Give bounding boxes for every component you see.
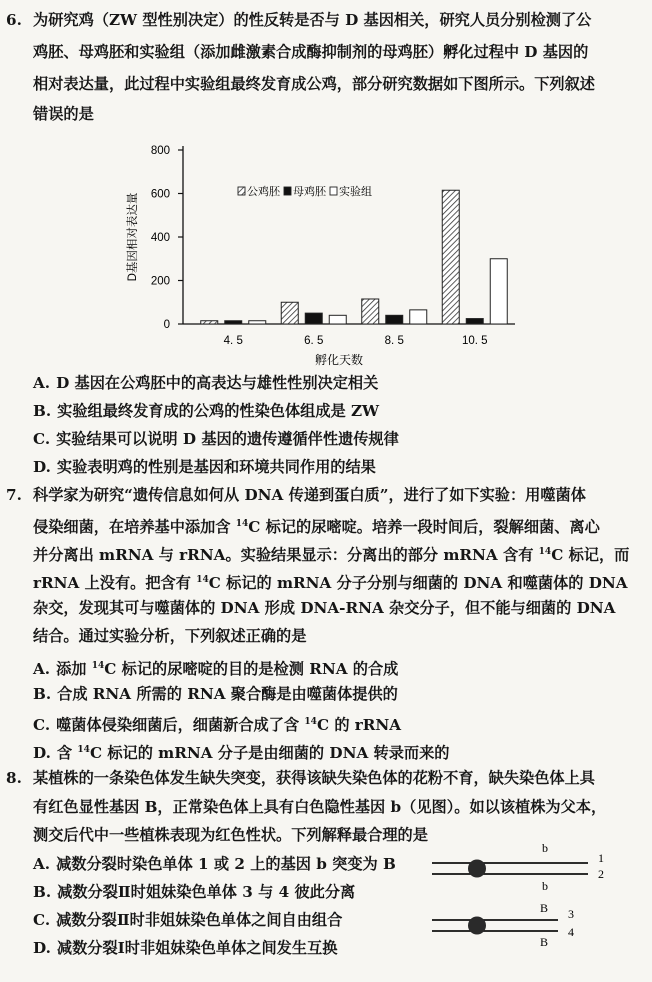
option-letter: A. (33, 374, 51, 392)
bar-公鸡胚 (362, 299, 379, 324)
bar-母鸡胚 (386, 315, 403, 324)
legend-swatch (284, 187, 291, 195)
centromere (468, 917, 486, 935)
x-tick-label: 10. 5 (461, 335, 488, 347)
stem-line: 侵染细菌，在培养基中添加含 $^{14}$C 标记的尿嘧啶。培养一段时间后，裂解细菌、离心 (33, 518, 600, 536)
option-a[interactable] (33, 372, 378, 394)
option-a[interactable]: A. 添加 $^{14}$C 标记的尿嘧啶的目的是检测 RNA 的合成 (33, 660, 399, 678)
stem-line: 鸡胚、母鸡胚和实验组（添加雌激素合成酶抑制剂的母鸡胚）孵化过程中 D 基因的 (33, 43, 589, 61)
bar-母鸡胚 (225, 321, 242, 324)
option-d[interactable]: D. 含 $^{14}$C 标记的 mRNA 分子是由细菌的 DNA 转录而来的 (33, 744, 450, 762)
bar-实验组 (410, 310, 427, 324)
stem-line: 杂交，发现其可与噬菌体的 DNA 形成 DNA-RNA 杂交分子，但不能与细菌的 DNA (33, 599, 616, 617)
option-a[interactable]: A. 减数分裂时染色单体 1 或 2 上的基因 b 突变为 B (33, 855, 396, 873)
x-tick-label: 8. 5 (384, 335, 404, 347)
chromatid-number: 1 (598, 851, 604, 865)
legend-swatch (238, 187, 245, 195)
option-text: 实验组最终发育成的公鸡的性染色体组成是 ZW (57, 402, 380, 420)
option-c[interactable]: C. 减数分裂Ⅱ时非姐妹染色单体之间自由组合 (33, 911, 343, 929)
option-d[interactable]: D. 减数分裂Ⅰ时非姐妹染色单体之间发生互换 (33, 939, 338, 957)
y-tick-label: 800 (150, 145, 170, 157)
bar-chart (100, 138, 520, 370)
bar-实验组 (490, 259, 507, 324)
y-tick-label: 0 (163, 319, 170, 331)
bar-母鸡胚 (305, 313, 322, 324)
question-number: 6. (6, 11, 22, 29)
question-number: 8. (6, 769, 22, 787)
stem-line: 有红色显性基因 B，正常染色体上具有白色隐性基因 b（见图）。如以该植株为父本， (33, 798, 607, 816)
question-number: 7. (6, 486, 22, 504)
legend-label: 公鸡胚 (247, 186, 280, 198)
option-d[interactable] (33, 456, 376, 478)
chart-legend (238, 184, 372, 198)
option-c[interactable] (33, 428, 399, 450)
legend-swatch (330, 187, 337, 195)
bar-实验组 (249, 321, 266, 324)
bar-实验组 (329, 315, 346, 324)
option-letter: D. (33, 458, 51, 476)
y-tick-label: 400 (150, 232, 170, 244)
bar-公鸡胚 (442, 190, 459, 324)
stem-line: 结合。通过实验分析，下列叙述正确的是 (33, 627, 307, 645)
stem-line: 某植株的一条染色体发生缺失突变，获得该缺失染色体的花粉不育，缺失染色体上具 (33, 769, 595, 787)
x-tick-label: 6. 5 (304, 335, 324, 347)
stem-line: 错误的是 (33, 105, 94, 123)
gene-label: B (540, 935, 549, 949)
option-text: 实验结果可以说明 D 基因的遗传遵循伴性遗传规律 (56, 430, 399, 448)
stem-line: 科学家为研究“遗传信息如何从 DNA 传递到蛋白质”，进行了如下实验：用噬菌体 (33, 486, 586, 504)
chromatid-number: 4 (568, 925, 574, 939)
y-axis-label: D基因相对表达量 (127, 192, 139, 282)
chromatid-number: 2 (598, 867, 604, 881)
stem-line: rRNA 上没有。把含有 $^{14}$C 标记的 mRNA 分子分别与细菌的 DNA 和噬菌体的 DNA (33, 574, 628, 592)
stem-line: 并分离出 mRNA 与 rRNA。实验结果显示：分离出的部分 mRNA 含有 $^{14}$C 标记，而 (33, 546, 630, 564)
option-b[interactable] (33, 400, 379, 422)
option-b[interactable]: B. 减数分裂Ⅱ时姐妹染色单体 3 与 4 彼此分离 (33, 883, 356, 901)
legend-label: 母鸡胚 (293, 186, 326, 198)
x-tick-label: 4. 5 (223, 335, 243, 347)
stem-line: 测交后代中一些植株表现为红色性状。下列解释最合理的是 (33, 826, 428, 844)
gene-label: b (542, 879, 548, 893)
chromatid-number: 3 (568, 907, 574, 921)
bar-母鸡胚 (466, 319, 483, 324)
centromere (468, 860, 486, 878)
legend-label: 实验组 (339, 186, 372, 198)
stem-line: 相对表达量，此过程中实验组最终发育成公鸡，部分研究数据如下图所示。下列叙述 (33, 75, 595, 93)
option-letter: C. (33, 430, 51, 448)
stem-line: 为研究鸡（ZW 型性别决定）的性反转是否与 D 基因相关，研究人员分别检测了公 (33, 11, 592, 29)
option-text: 实验表明鸡的性别是基因和环境共同作用的结果 (56, 458, 376, 476)
option-c[interactable]: C. 噬菌体侵染细菌后，细菌新合成了含 $^{14}$C 的 rRNA (33, 716, 402, 734)
y-tick-label: 200 (150, 275, 170, 288)
gene-label: b (542, 841, 548, 855)
chromosome-diagram (420, 838, 620, 953)
gene-label: B (540, 901, 549, 915)
x-axis-label: 孵化天数 (314, 353, 364, 367)
y-tick-label: 600 (150, 188, 170, 201)
bar-公鸡胚 (281, 302, 298, 324)
option-letter: B. (33, 402, 52, 420)
option-b[interactable]: B. 合成 RNA 所需的 RNA 聚合酶是由噬菌体提供的 (33, 685, 398, 703)
option-text: D 基因在公鸡胚中的高表达与雄性性别决定相关 (56, 374, 379, 392)
bar-公鸡胚 (201, 321, 218, 324)
